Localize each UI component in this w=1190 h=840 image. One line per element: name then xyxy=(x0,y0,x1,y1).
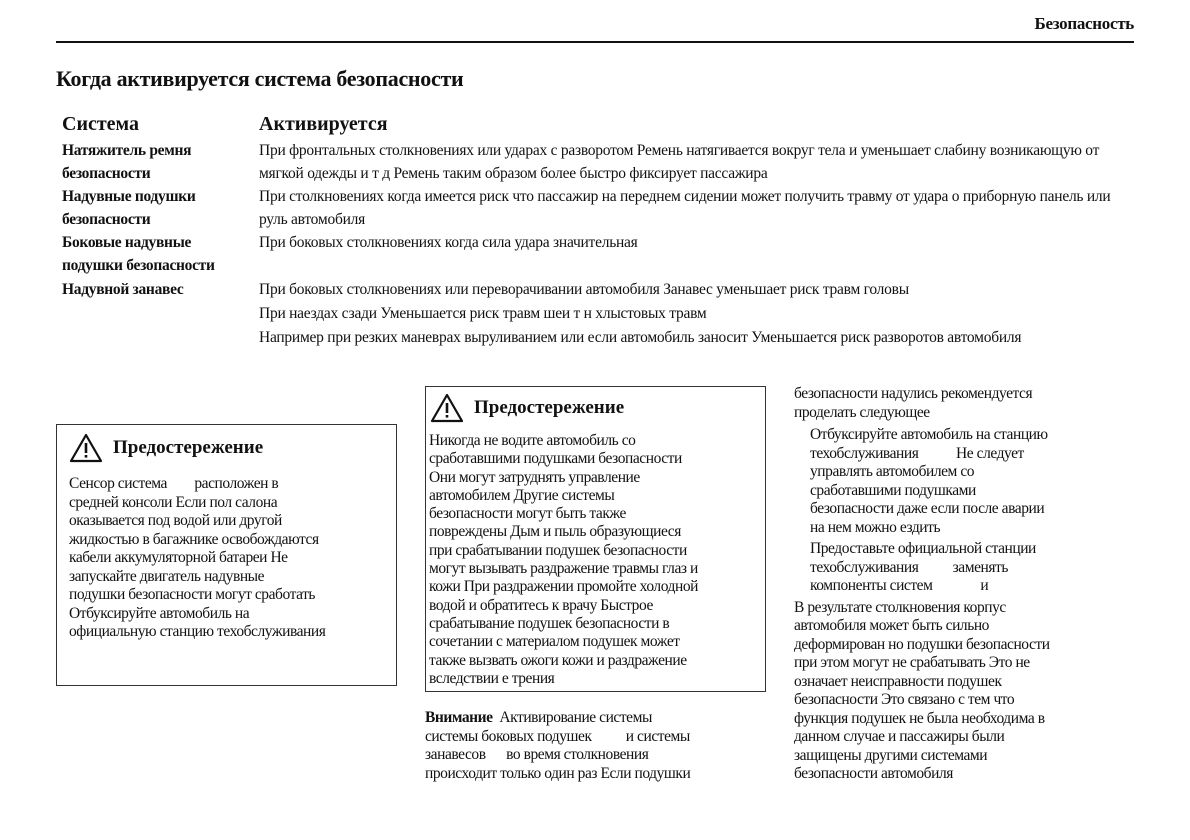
warning-title: Предостережение xyxy=(474,397,625,418)
table-row-system: Надувные подушки безопасности xyxy=(62,188,196,228)
table-row-activation: При боковых столкновениях или переворачивании автомобиля Занавес уменьшает риск травм головы xyxy=(259,281,909,298)
crash-paragraph: В результате столкновения корпус автомобиля может быть сильно деформирован но подушки безопасности при этом могут не срабатывать Это не означает неисправности подушек безопасности Это связано с тем что функция подушек не была необходима в данном случае и пассажиры были защищены другими системами безопасности автомобиля xyxy=(794,598,1050,782)
warning-header xyxy=(69,433,263,463)
right-column-text: безопасности надулись рекомендуется проделать следующее Отбуксируйте автомобиль на станцию техобслуживания Не следует управлять автомобилем со сработавшими подушками безопасности даже если после аварии на нем можно ездить Предоставьте официальной станции техобслуживания заменять компоненты систем и В результате столкновения корпус автомобиля может быть сильно деформирован но подушки безопасности при этом могут не срабатывать Это не означает неисправности подушек безопасности Это связано с тем что функция подушек не была необходима в данном случае и пассажиры были защищены другими системами безопасности автомобиля xyxy=(794,385,1124,784)
warning-box-sensor xyxy=(56,424,397,686)
column-header-system: Система xyxy=(62,113,140,135)
warning-text: Никогда не водите автомобиль со сработавшими подушками безопасности Они могут затруднять управление автомобилем Другие системы безопасности могут быть также повреждены Дым и пыль образующиеся при срабатывании подушек безопасности могут вызывать раздражение травмы глаз и кожи При раздражении промойте холодной водой и обратитесь к врачу Быстрое срабатывание подушек безопасности в сочетании с материалом подушек может также вызвать ожоги кожи и раздражение вследствии е трения xyxy=(429,432,698,687)
list-item: Предоставьте официальной станции техобслуживания заменять компоненты систем и xyxy=(810,540,1036,594)
table-row-activation: При наездах сзади Уменьшается риск травм шеи т н хлыстовых травм xyxy=(259,305,707,322)
list-item: Отбуксируйте автомобиль на станцию техобслуживания Не следует управлять автомобилем со сработавшими подушками безопасности даже если после аварии на нем можно ездить xyxy=(810,426,1048,536)
attention-label: Внимание xyxy=(425,709,493,726)
header-rule xyxy=(56,41,1134,43)
section-title: Безопасность xyxy=(1034,14,1134,33)
warning-triangle-icon xyxy=(430,393,464,423)
table-row-activation: При столкновениях когда имеется риск что пассажир на переднем сидении может получить травму от удара о приборную панель или руль автомобиля xyxy=(259,188,1111,228)
page-title: Когда активируется система безопасности xyxy=(56,66,464,91)
table-row-system: Боковые надувные подушки безопасности xyxy=(62,234,215,274)
warning-text: Сенсор система расположен в средней консоли Если пол салона оказывается под водой или другой жидкостью в багажнике освобождаются кабели аккумуляторной батареи Не запускайте двигатель надувные подушки безопасности могут сработать Отбуксируйте автомобиль на официальную станцию техобслуживания xyxy=(69,475,326,640)
warning-triangle-icon xyxy=(69,433,103,463)
table-row-system: Надувной занавес xyxy=(62,281,184,298)
table-row-activation: При фронтальных столкновениях или ударах с разворотом Ремень натягивается вокруг тела и уменьшает слабину возникающую от мягкой одежды и т д Ремень таким образом более быстро фиксирует пассажира xyxy=(259,142,1100,182)
table-row-activation: Например при резких маневрах выруливанием или если автомобиль заносит Уменьшается риск разворотов автомобиля xyxy=(259,329,1022,346)
attention-note: Внимание Активирование системы системы боковых подушек и системы занавесов во время столкновения происходит только один раз Если подушки xyxy=(425,709,691,782)
table-row-system: Натяжитель ремня безопасности xyxy=(62,142,192,182)
warning-box-deployed-airbags xyxy=(425,386,766,692)
column-header-activates: Активируется xyxy=(259,113,388,135)
warning-header xyxy=(430,393,624,423)
warning-title: Предостережение xyxy=(113,437,264,458)
table-row-activation: При боковых столкновениях когда сила удара значительная xyxy=(259,234,638,251)
